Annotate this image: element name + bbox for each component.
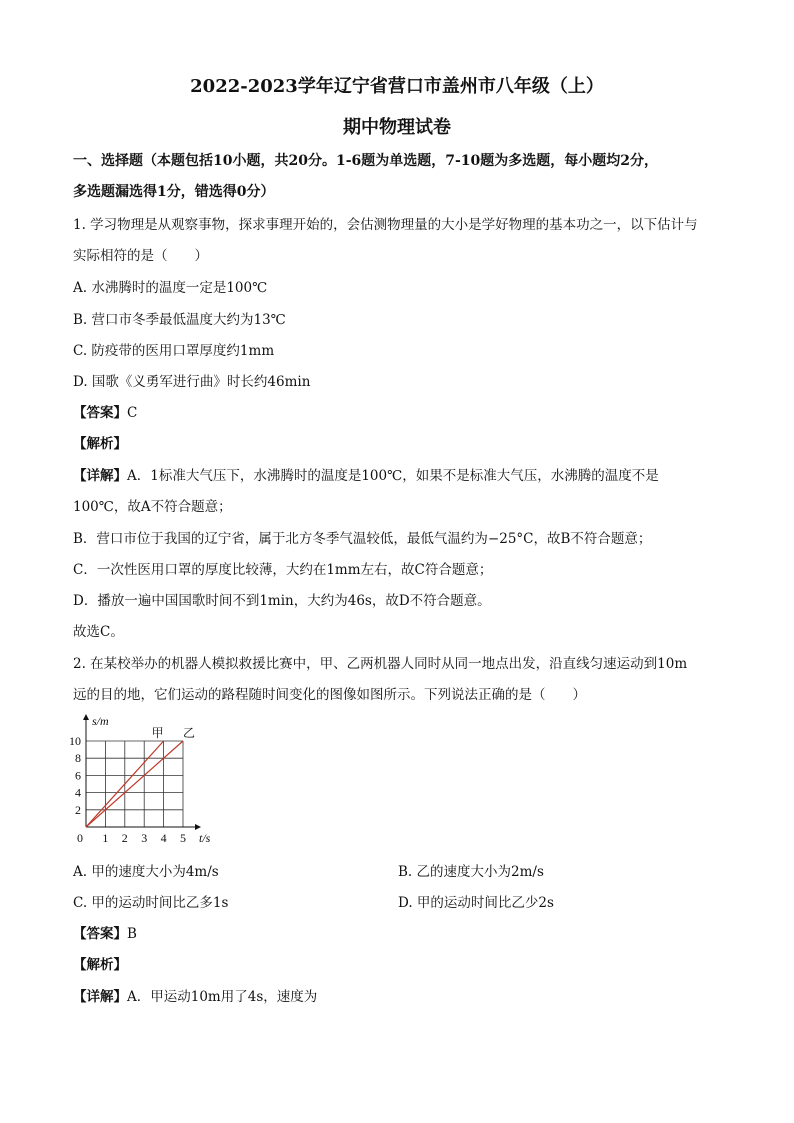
distance-time-chart [68, 712, 228, 847]
q1-stem-line1: 1. 学习物理是从观察事物，探求事理开始的，会估测物理量的大小是学好物理的基本功之一，以下估计与 [73, 217, 698, 233]
q1-answer [73, 401, 137, 421]
detail-text: A．甲运动10m用了4s，速度为 [127, 989, 318, 1005]
q1-detail-line5: D．播放一遍中国国歌时间不到1min，大约为46s，故D不符合题意。 [73, 593, 491, 609]
y-axis-label: s/m [92, 714, 109, 728]
x-tick-label: 1 [102, 831, 109, 845]
q2-answer [73, 922, 137, 942]
detail-text: A．1标准大气压下，水沸腾时的温度是100℃，如果不是标准大气压，水沸腾的温度不是 [127, 468, 659, 484]
q1-detail-line2: 100℃，故A不符合题意； [73, 499, 232, 515]
q2-option-d: D. 甲的运动时间比乙少2s [398, 895, 554, 911]
q1-option-b: B. 营口市冬季最低温度大约为13℃ [73, 312, 286, 328]
q2-option-c: C. 甲的运动时间比乙多1s [73, 895, 229, 911]
y-tick-label: 8 [75, 751, 81, 766]
q1-detail-line3: B．营口市位于我国的辽宁省，属于北方冬季气温较低，最低气温约为−25°C，故B不符合题意； [73, 531, 652, 547]
y-axis-arrow [83, 714, 89, 720]
q1-detail-line4: C．一次性医用口罩的厚度比较薄，大约在1mm左右，故C符合题意； [73, 562, 493, 578]
q1-analysis-label: 【解析】 [73, 436, 127, 452]
x-tick-label: 2 [121, 831, 128, 845]
series-label-2: 乙 [182, 726, 196, 740]
y-tick-label: 10 [69, 734, 81, 748]
answer-value: C [127, 405, 138, 421]
series-label-1: 甲 [151, 726, 164, 740]
q2-stem-line2: 远的目的地，它们运动的路程随时间变化的图像如图所示。下列说法正确的是（ ） [73, 687, 586, 703]
q1-detail-line1 [73, 464, 659, 484]
detail-label: 【详解】 [73, 989, 127, 1005]
q2-analysis-label: 【解析】 [73, 957, 127, 973]
detail-label: 【详解】 [73, 468, 127, 484]
y-tick-label: 2 [75, 802, 81, 817]
section-heading-line2: 多选题漏选得1分，错选得0分） [73, 184, 275, 200]
q1-option-d: D. 国歌《义勇军进行曲》时长约46min [73, 374, 311, 390]
y-tick-label: 4 [75, 785, 81, 800]
q1-option-c: C. 防疫带的医用口罩厚度约1mm [73, 343, 275, 359]
x-tick-label: 4 [160, 831, 167, 845]
q1-stem-line2: 实际相符的是（ ） [73, 248, 208, 264]
q2-detail-line1 [73, 985, 317, 1005]
x-axis-label: t/s [199, 831, 211, 845]
q2-stem-line1: 2. 在某校举办的机器人模拟救援比赛中，甲、乙两机器人同时从同一地点出发，沿直线匀速运动到10m [73, 656, 688, 672]
answer-label: 【答案】 [73, 405, 127, 421]
page-title-line2: 期中物理试卷 [343, 117, 451, 138]
origin-label: 0 [77, 831, 83, 845]
q1-conclusion: 故选C。 [73, 624, 124, 640]
x-axis-arrow [195, 824, 201, 830]
page-title-line1: 2022-2023学年辽宁省营口市盖州市八年级（上） [190, 76, 604, 97]
answer-label: 【答案】 [73, 926, 127, 942]
section-heading-line1: 一、选择题（本题包括10小题，共20分。1-6题为单选题，7-10题为多选题，每小题均2分， [73, 153, 659, 169]
q2-option-b: B. 乙的速度大小为2m/s [398, 864, 544, 880]
x-tick-label: 5 [180, 831, 186, 845]
x-tick-label: 3 [141, 831, 148, 845]
answer-value: B [127, 926, 137, 942]
q1-option-a: A. 水沸腾时的温度一定是100℃ [73, 280, 268, 296]
q2-option-a: A. 甲的速度大小为4m/s [73, 864, 219, 880]
y-tick-label: 6 [75, 768, 81, 783]
series-line-2 [86, 741, 183, 827]
